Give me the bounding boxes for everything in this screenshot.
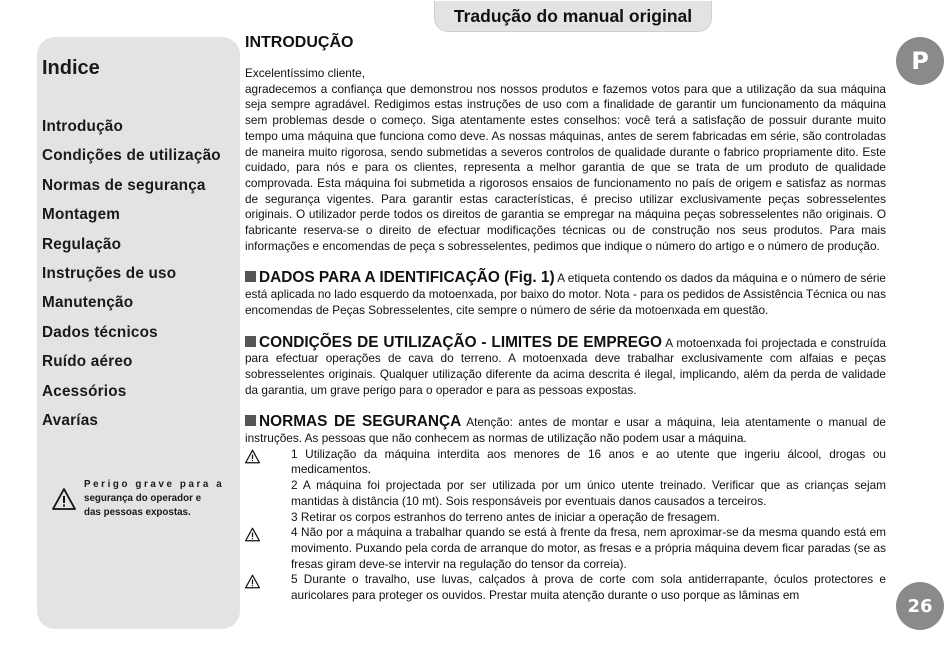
toc-item-avarias[interactable]: Avarías — [42, 411, 99, 429]
danger-legend — [52, 478, 235, 520]
toc-item-dados-tecnicos[interactable]: Dados técnicos — [42, 323, 158, 341]
toc-item-acessorios[interactable]: Acessórios — [42, 382, 127, 400]
safety-rule — [245, 572, 886, 603]
sidebar-title: Indice — [42, 57, 100, 79]
danger-legend-line2: segurança do operador e — [84, 493, 202, 504]
safety-rule — [245, 447, 886, 478]
safety-rule-text: 4 Não por a máquina a trabalhar quando se está à frente da fresa, nem aproximar-se da mesma quando está em movimento. Puxando pela corda de arranque do motor, as fresas e a própria máquina devem ficar paradas (se as fresas giram deve-se intervir na regulação do tensor da correia). — [291, 525, 886, 571]
toc-item-condicoes[interactable]: Condições de utilização — [42, 147, 221, 165]
toc-item-montagem[interactable]: Montagem — [42, 206, 121, 224]
safety-rule — [245, 525, 886, 572]
manual-translation-header — [434, 1, 712, 32]
section-condicoes-title: CONDIÇÕES DE UTILIZAÇÃO - LIMITES DE EMPREGO — [259, 333, 662, 351]
safety-rule-text: 3 Retirar os corpos estranhos do terreno antes de iniciar a operação de fresagem. — [291, 509, 720, 524]
warning-triangle-icon — [245, 574, 260, 589]
safety-rule — [245, 478, 886, 509]
toc-item-instrucoes[interactable]: Instruções de uso — [42, 264, 177, 282]
header-title: Tradução do manual original — [453, 5, 693, 26]
danger-legend-line3: das pessoas expostas. — [84, 507, 191, 518]
section-normas — [245, 414, 886, 446]
section-condicoes — [245, 335, 886, 399]
index-sidebar — [37, 37, 240, 629]
toc-item-ruido[interactable]: Ruído aéreo — [42, 353, 133, 371]
warning-triangle-icon — [245, 527, 260, 542]
danger-legend-line1: Perigo grave para a — [84, 479, 225, 490]
section-dados — [245, 270, 886, 318]
intro-heading: INTRODUÇÃO — [245, 34, 354, 51]
section-normas-title: NORMAS DE SEGURANÇA — [259, 413, 462, 431]
warning-triangle-icon — [52, 487, 76, 511]
intro-body: agradecemos a confiança que demonstrou nos nossos produtos e fazemos votos para que a utilização da sua máquina seja sempre agradável. Redigimos estas instruções de uso com a finalidade de garantir um funcionamento da máquina sem problemas desde o começo. Siga atentamente estes conselhos: você terá a satisfação de possuir durante muito tempo uma máquina que funciona como deve. As nossas máquinas, antes de serem fabricadas em série, são controladas de maneira muito rigorosa, sendo submetidas a severos controlos de qualidade durante o fabrico propriamente dito. Este cuidado, para nós e para os clientes, representa a melhor garantia de que se trata de um produto de qualidade comprovada. Esta máquina foi submetida a rigorosos ensaios de funcionamento no país de origem e satisfaz as normas de segurança vigentes. Para garantir estas características, é preciso utilizar exclusivamente peças sobresselentes originais. O utilizador perde todos os direitos de garantia se empregar na máquina peças sobresselentes não originais. O fabricante reserva-se o direito de efectuar modificações técnicas ou de construção nos seus produtos. Para mais informações e encomendas de peça s sobresselentes, pedimos que indique o número do artigo e o número de produção. — [245, 81, 886, 253]
section-condicoes-text: A motoenxada foi projectada e construída para efectuar operações de cava do terreno. A motoenxada deve trabalhar exclusivamente com alfaias e peças sobresselentes originais. Qualquer utilização diferente da acima descrita é ilegal, implicando, além da perda de validade da garantia, um grave perigo para o operador e para as pessoas expostas. — [245, 335, 886, 397]
section-bullet-icon — [245, 415, 256, 426]
intro-greeting: Excelentíssimo cliente, — [245, 66, 365, 80]
safety-rule-text: 1 Utilização da máquina interdita aos menores de 16 anos e ao utente que ingeriu álcool, drogas ou medicamentos. — [291, 446, 886, 477]
table-of-contents — [42, 117, 221, 440]
section-normas-text: Atenção: antes de montar e usar a máquina, leia atentamente o manual de instruções. As pessoas que não conhecem as normas de utilização não podem usar a máquina. — [245, 415, 886, 446]
safety-rule-text: 2 A máquina foi projectada por ser utilizada por um único utente treinado. Verificar que as crianças sejam mantidas à distância (10 mt). Sois responsáveis por eventuais danos causados a terceiros. — [291, 478, 886, 508]
language-badge: P — [896, 37, 944, 85]
section-bullet-icon — [245, 271, 256, 282]
toc-item-regulacao[interactable]: Regulação — [42, 235, 122, 253]
section-dados-title: DADOS PARA A IDENTIFICAÇÃO (Fig. 1) — [259, 269, 555, 287]
toc-item-introducao[interactable]: Introdução — [42, 118, 124, 135]
safety-rules-list — [245, 447, 886, 604]
warning-triangle-icon — [245, 449, 260, 464]
main-content — [245, 32, 886, 604]
toc-item-normas[interactable]: Normas de segurança — [42, 176, 206, 194]
page-number-badge: 26 — [896, 582, 944, 630]
toc-item-manutencao[interactable]: Manutenção — [42, 294, 134, 312]
section-bullet-icon — [245, 336, 256, 347]
safety-rule — [245, 510, 886, 526]
safety-rule-text: 5 Durante o travalho, use luvas, calçados à prova de corte com sola antiderrapante, óculos protectores e auricolares para proteger os ouvidos. Prestar muita atenção durante o uso porque as lâminas em — [291, 572, 886, 603]
section-dados-text: A etiqueta contendo os dados da máquina e o número de série está aplicada no lado esquerdo da motoenxada, por baixo do motor. Nota - para os pedidos de Assistência Técnica ou nas encomendas de Peças Sobresselentes, cite sempre o número de série da motoenxada em questão. — [245, 271, 886, 317]
